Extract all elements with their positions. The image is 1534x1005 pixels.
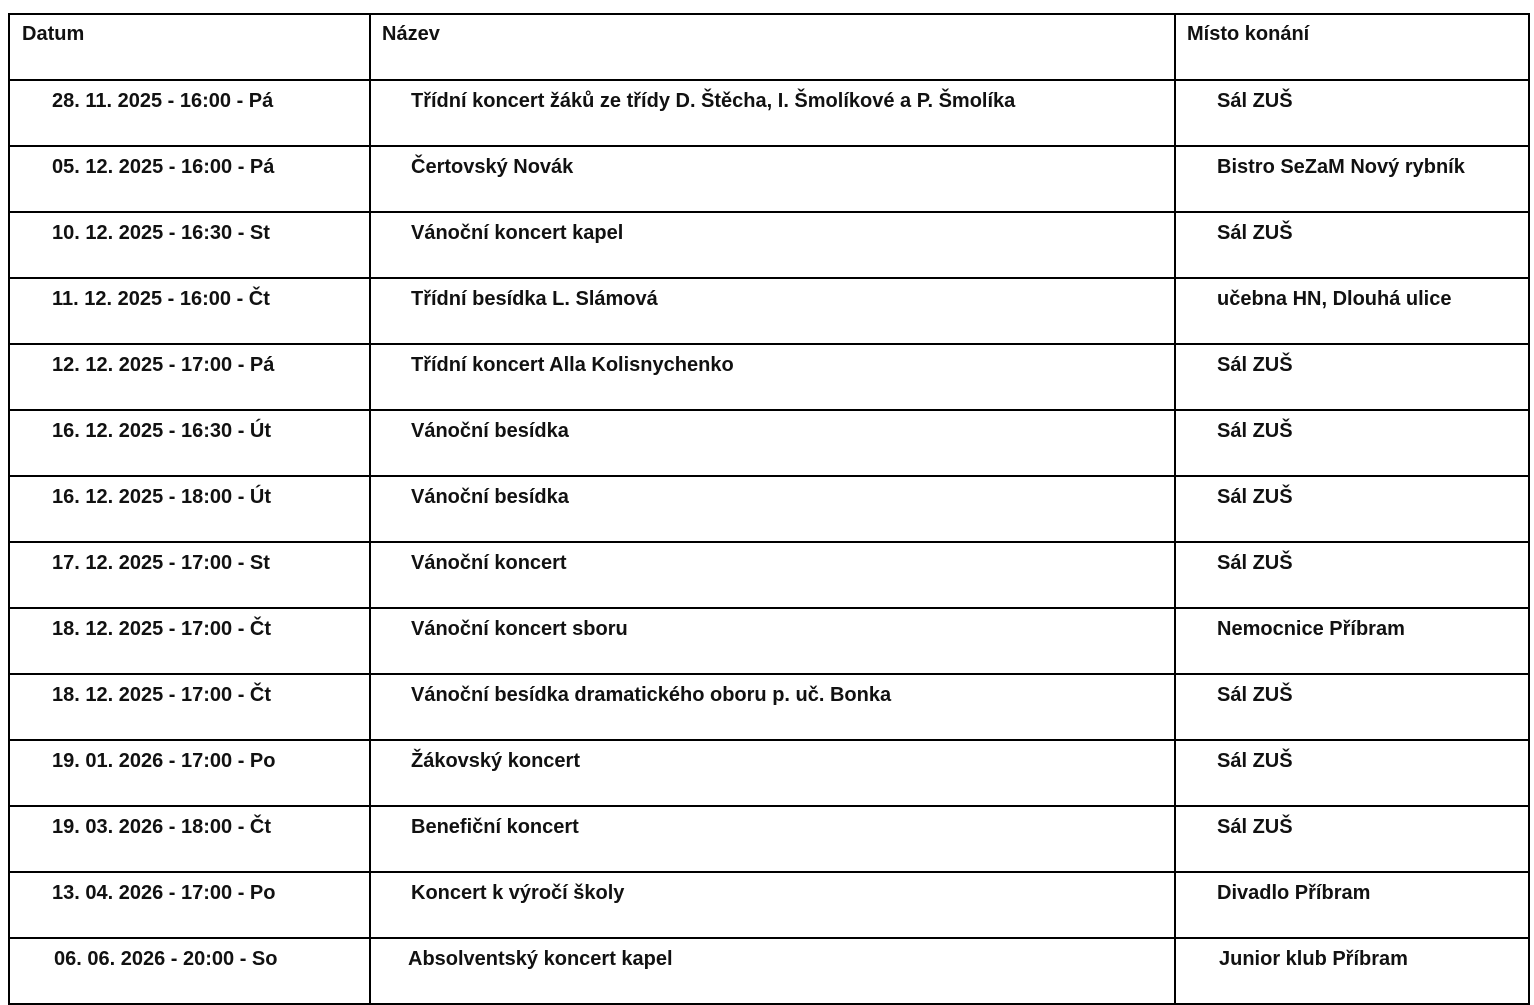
event-name: Benefiční koncert <box>370 806 1175 872</box>
event-name: Vánoční koncert sboru <box>370 608 1175 674</box>
event-name: Třídní koncert Alla Kolisnychenko <box>370 344 1175 410</box>
event-place: Sál ZUŠ <box>1175 740 1529 806</box>
table-row <box>9 872 1529 938</box>
header-date: Datum <box>9 14 370 80</box>
table-row <box>9 278 1529 344</box>
event-date: 28. 11. 2025 - 16:00 - Pá <box>9 80 370 146</box>
event-place: Bistro SeZaM Nový rybník <box>1175 146 1529 212</box>
event-date: 11. 12. 2025 - 16:00 - Čt <box>9 278 370 344</box>
table-row <box>9 608 1529 674</box>
table-row <box>9 674 1529 740</box>
table-row <box>9 212 1529 278</box>
table-row <box>9 80 1529 146</box>
event-date: 19. 03. 2026 - 18:00 - Čt <box>9 806 370 872</box>
table-row <box>9 542 1529 608</box>
event-place: Sál ZUŠ <box>1175 80 1529 146</box>
event-name: Vánoční besídka <box>370 476 1175 542</box>
table-row <box>9 344 1529 410</box>
event-date: 06. 06. 2026 - 20:00 - So <box>9 938 370 1004</box>
event-date: 19. 01. 2026 - 17:00 - Po <box>9 740 370 806</box>
events-table <box>8 13 1530 1005</box>
table-row <box>9 740 1529 806</box>
event-date: 12. 12. 2025 - 17:00 - Pá <box>9 344 370 410</box>
event-name: Žákovský koncert <box>370 740 1175 806</box>
event-name: Třídní besídka L. Slámová <box>370 278 1175 344</box>
event-date: 18. 12. 2025 - 17:00 - Čt <box>9 674 370 740</box>
event-date: 18. 12. 2025 - 17:00 - Čt <box>9 608 370 674</box>
header-name: Název <box>370 14 1175 80</box>
event-place: Sál ZUŠ <box>1175 344 1529 410</box>
event-name: Třídní koncert žáků ze třídy D. Štěcha, I. Šmolíkové a P. Šmolíka <box>370 80 1175 146</box>
table-row <box>9 938 1529 1004</box>
event-name: Vánoční besídka <box>370 410 1175 476</box>
event-place: Divadlo Příbram <box>1175 872 1529 938</box>
event-date: 16. 12. 2025 - 16:30 - Út <box>9 410 370 476</box>
event-place: učebna HN, Dlouhá ulice <box>1175 278 1529 344</box>
event-place: Sál ZUŠ <box>1175 542 1529 608</box>
table-row <box>9 476 1529 542</box>
event-place: Sál ZUŠ <box>1175 674 1529 740</box>
event-name: Čertovský Novák <box>370 146 1175 212</box>
header-place: Místo konání <box>1175 14 1529 80</box>
event-name: Vánoční koncert kapel <box>370 212 1175 278</box>
event-name: Absolventský koncert kapel <box>370 938 1175 1004</box>
event-name: Vánoční besídka dramatického oboru p. uč. Bonka <box>370 674 1175 740</box>
event-place: Sál ZUŠ <box>1175 476 1529 542</box>
event-place: Sál ZUŠ <box>1175 410 1529 476</box>
table-header-row <box>9 14 1529 80</box>
event-date: 13. 04. 2026 - 17:00 - Po <box>9 872 370 938</box>
event-date: 05. 12. 2025 - 16:00 - Pá <box>9 146 370 212</box>
event-place: Sál ZUŠ <box>1175 212 1529 278</box>
event-place: Sál ZUŠ <box>1175 806 1529 872</box>
event-place: Junior klub Příbram <box>1175 938 1529 1004</box>
event-date: 10. 12. 2025 - 16:30 - St <box>9 212 370 278</box>
table-row <box>9 806 1529 872</box>
table-row <box>9 410 1529 476</box>
event-place: Nemocnice Příbram <box>1175 608 1529 674</box>
event-name: Vánoční koncert <box>370 542 1175 608</box>
event-name: Koncert k výročí školy <box>370 872 1175 938</box>
event-date: 16. 12. 2025 - 18:00 - Út <box>9 476 370 542</box>
event-date: 17. 12. 2025 - 17:00 - St <box>9 542 370 608</box>
table-row <box>9 146 1529 212</box>
